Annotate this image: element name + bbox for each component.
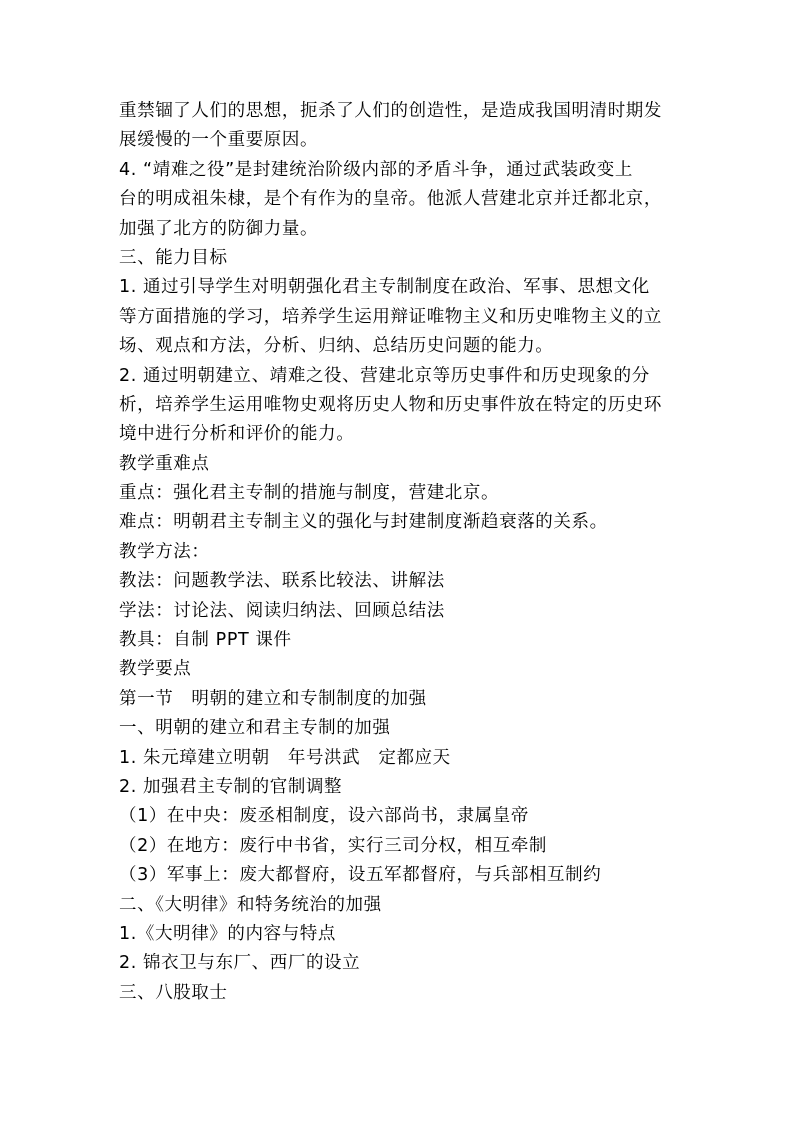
paragraph-line: 等方面措施的学习，培养学生运用辩证唯物主义和历史唯物主义的立 (119, 306, 662, 327)
document-body (119, 97, 679, 1008)
paragraph-line: 教具：自制 PPT 课件 (119, 630, 292, 651)
paragraph-line: 难点：明朝君主专制主义的强化与封建制度渐趋衰落的关系。 (119, 512, 608, 533)
section-heading: 教学重难点 (119, 453, 210, 474)
paragraph-line: 重点：强化君主专制的措施与制度，营建北京。 (119, 483, 500, 504)
list-item: （2）在地方：废行中书省，实行三司分权，相互牵制 (119, 835, 548, 856)
paragraph-line: 境中进行分析和评价的能力。 (119, 424, 355, 445)
section-heading: 教学方法： (119, 541, 210, 562)
paragraph-line: 4. “靖难之役”是封建统治阶级内部的矛盾斗争，通过武装政变上 (119, 159, 633, 180)
paragraph-line: 加强了北方的防御力量。 (119, 218, 319, 239)
paragraph-line: 学法：讨论法、阅读归纳法、回顾总结法 (119, 600, 445, 621)
paragraph-line: 展缓慢的一个重要原因。 (119, 130, 319, 151)
paragraph-line: 1. 通过引导学生对明朝强化君主专制制度在政治、军事、思想文化 (119, 277, 650, 298)
section-heading: 教学要点 (119, 659, 192, 680)
paragraph-line: 重禁锢了人们的思想，扼杀了人们的创造性，是造成我国明清时期发 (119, 101, 662, 121)
list-item: 2. 锦衣卫与东厂、西厂的设立 (119, 953, 361, 974)
list-item: （1）在中央：废丞相制度，设六部尚书，隶属皇帝 (119, 806, 529, 827)
section-heading: 二、《大明律》和特务统治的加强 (119, 894, 382, 915)
paragraph-line: 教法：问题教学法、联系比较法、讲解法 (119, 571, 445, 592)
paragraph-line: 场、观点和方法，分析、归纳、总结历史问题的能力。 (119, 336, 554, 357)
paragraph-line: 2. 通过明朝建立、靖难之役、营建北京等历史事件和历史现象的分 (119, 365, 650, 386)
list-item: 2. 加强君主专制的官制调整 (119, 776, 343, 797)
section-heading: 一、明朝的建立和君主专制的加强 (119, 718, 391, 739)
paragraph-line: 台的明成祖朱棣，是个有作为的皇帝。他派人营建北京并迁都北京， (119, 189, 662, 210)
list-item: 1.《大明律》的内容与特点 (119, 923, 336, 944)
section-heading: 三、能力目标 (119, 247, 228, 268)
section-heading: 第一节 明朝的建立和专制制度的加强 (119, 688, 427, 709)
paragraph-line: 析，培养学生运用唯物史观将历史人物和历史事件放在特定的历史环 (119, 394, 662, 415)
list-item: （3）军事上：废大都督府，设五军都督府，与兵部相互制约 (119, 865, 602, 886)
list-item: 1. 朱元璋建立明朝 年号洪武 定都应天 (119, 747, 451, 768)
section-heading: 三、八股取士 (119, 982, 228, 1003)
